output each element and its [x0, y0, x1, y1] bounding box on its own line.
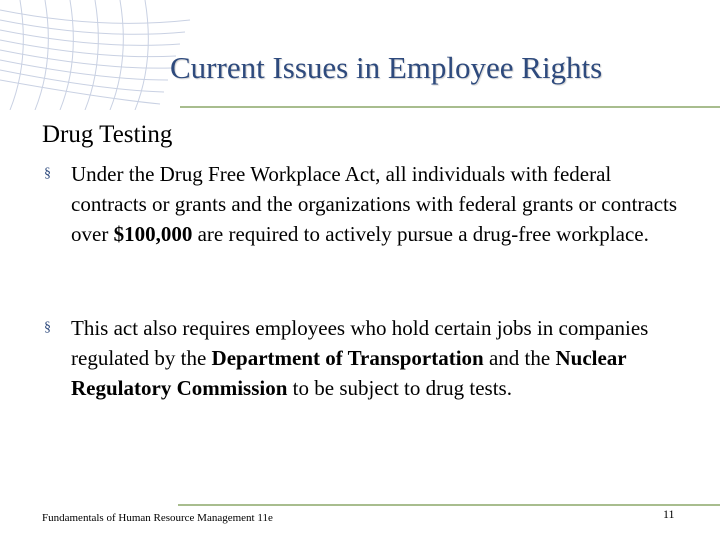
contract-amount: $100,000 — [113, 222, 193, 246]
bullet-text: Under the Drug Free Workplace Act, all individuals with federal contracts or grants and the organizations with federal grants or contracts over $100,000 are required to actively pursue a drug-free workplace. — [71, 162, 678, 246]
agency-nrc: Nuclear Regulatory Commission — [71, 346, 627, 400]
footer-divider — [178, 504, 720, 506]
slide-title: Current Issues in Employee Rights — [170, 50, 603, 85]
title-divider — [180, 106, 720, 108]
bullet-marker-icon: § — [44, 320, 51, 335]
agency-dot: Department of Transportation — [211, 346, 484, 370]
bullet-text: This act also requires employees who hold certain jobs in companies regulated by the Department of Transportation and the Nuclear Regulatory Commission to be subject to drug tests. — [71, 316, 649, 400]
slide-subtitle: Drug Testing — [42, 121, 173, 148]
footer-book-title: Fundamentals of Human Resource Management 11e — [42, 512, 273, 524]
page-number: 11 — [663, 507, 675, 521]
bullet-marker-icon: § — [44, 166, 51, 181]
